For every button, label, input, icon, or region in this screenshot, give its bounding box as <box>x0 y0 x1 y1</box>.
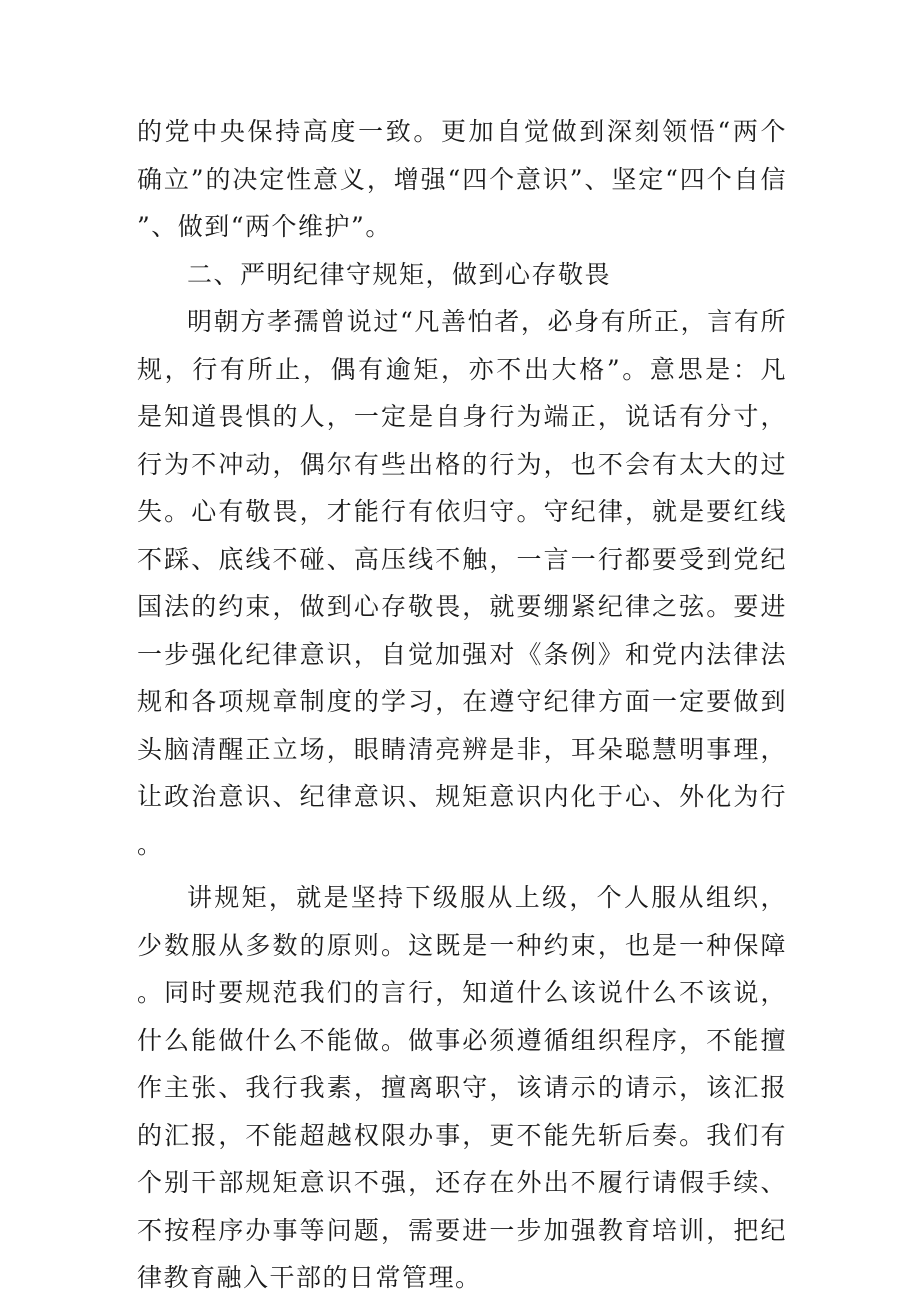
paragraph-discipline: 明朝方孝孺曾说过“凡善怕者，必身有所正，言有所规，行有所止，偶有逾矩，亦不出大格”。意思是：凡是知道畏惧的人，一定是自身行为端正，说话有分寸，行为不冲动，偶尔有些出格的行为，也不会有太大的过失。心有敬畏，才能行有依归守。守纪律，就是要红线不踩、底线不碰、高压线不触，一言一行都要受到党纪国法的约束，做到心存敬畏，就要绷紧纪律之弦。要进一步强化纪律意识，自觉加强对《条例》和党内法律法规和各项规章制度的学习，在遵守纪律方面一定要做到头脑清醒正立场，眼睛清亮辨是非，耳朵聪慧明事理，让政治意识、纪律意识、规矩意识内化于心、外化为行。 <box>137 307 787 859</box>
paragraph-continuation: 的党中央保持高度一致。更加自觉做到深刻领悟“两个确立”的决定性意义，增强“四个意识”、坚定“四个自信”、做到“两个维护”。 <box>137 117 787 241</box>
document-body <box>137 108 787 1302</box>
section-heading: 二、严明纪律守规矩，做到心存敬畏 <box>187 259 612 289</box>
paragraph-rules: 讲规矩，就是坚持下级服从上级，个人服从组织，少数服从多数的原则。这既是一种约束，也是一种保障。同时要规范我们的言行，知道什么该说什么不该说，什么能做什么不能做。做事必须遵循组织程序，不能擅作主张、我行我素，擅离职守，该请示的请示，该汇报的汇报，不能超越权限办事，更不能先斩后奏。我们有个别干部规矩意识不强，还存在外出不履行请假手续、不按程序办事等问题，需要进一步加强教育培训，把纪律教育融入干部的日常管理。 <box>137 883 787 1292</box>
